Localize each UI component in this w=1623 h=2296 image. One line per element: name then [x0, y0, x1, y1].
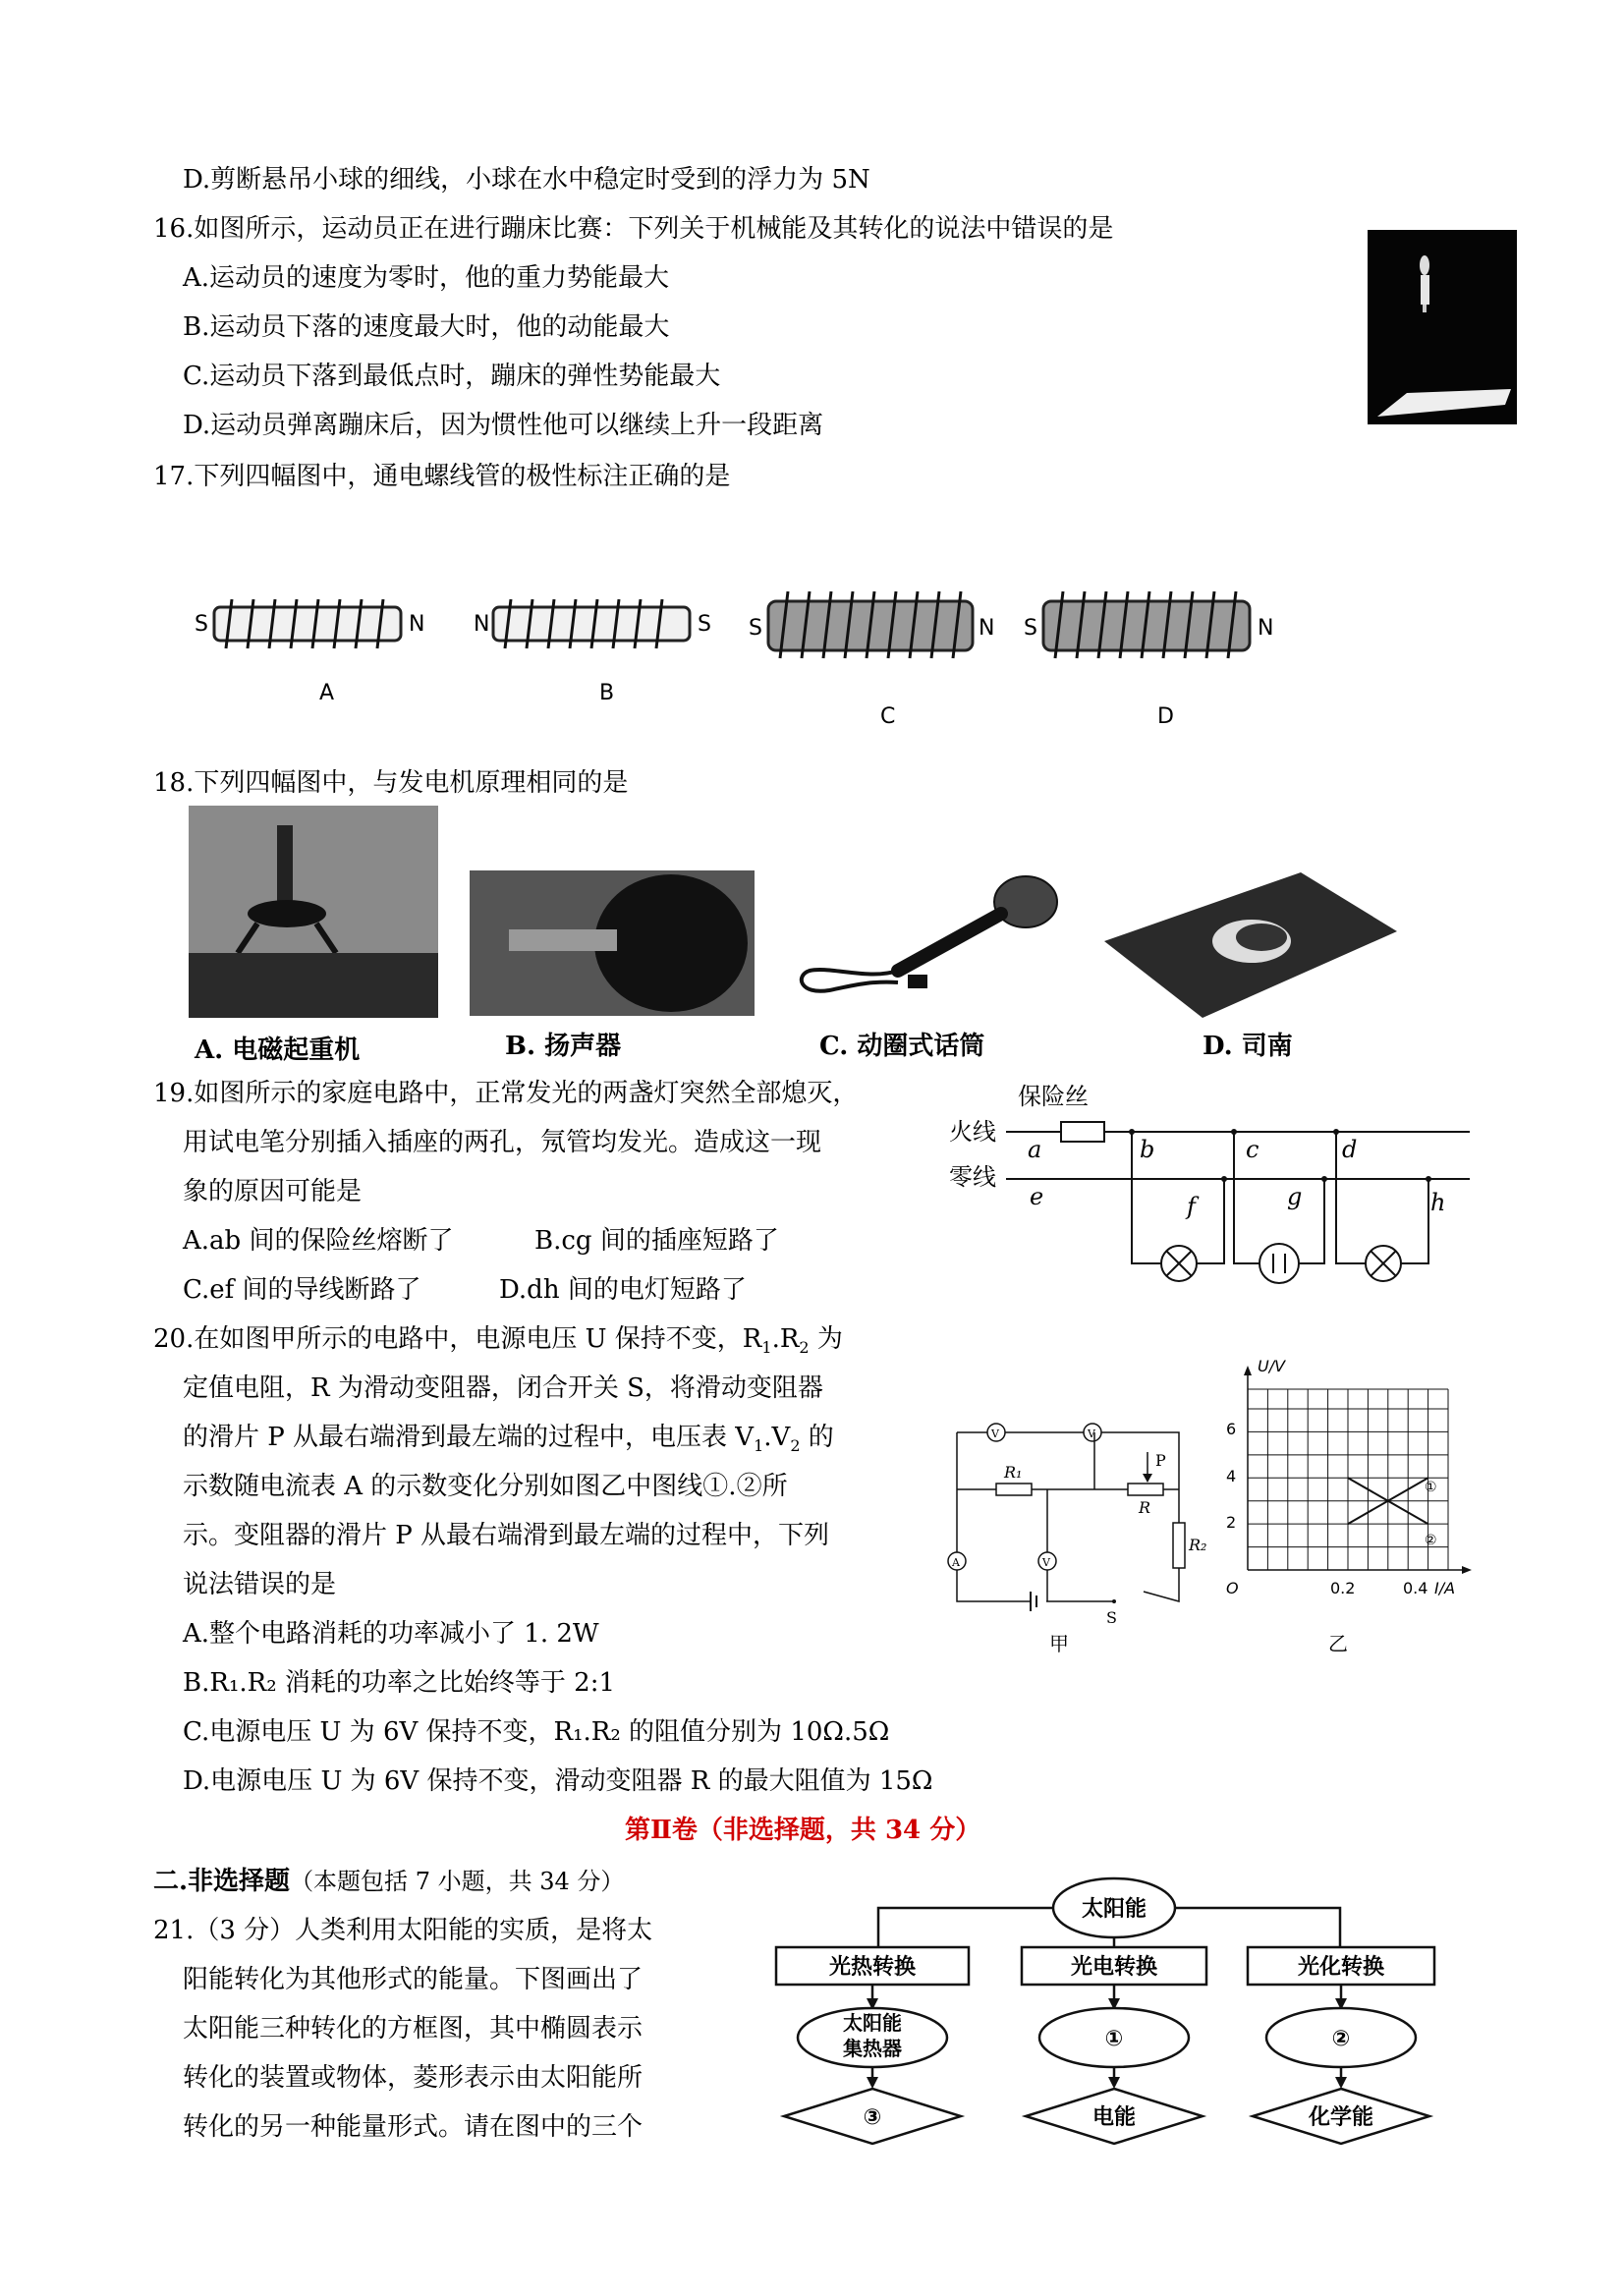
q19-option-c: C.ef 间的导线断路了: [183, 1275, 421, 1305]
q18-stem: 18.下列四幅图中，与发电机原理相同的是: [153, 768, 629, 798]
part2-title: 第Ⅱ卷（非选择题，共 34 分）: [625, 1816, 981, 1845]
solenoid-a-label: A: [319, 681, 335, 705]
neutral-wire-label: 零线: [949, 1163, 996, 1191]
diagram-box-light-electric: 光电转换: [1070, 1955, 1158, 1980]
q16-option-a: A.运动员的速度为零时，他的重力势能最大: [183, 263, 670, 293]
q20-option-a: A.整个电路消耗的功率减小了 1. 2W: [183, 1619, 599, 1649]
point-f: f: [1187, 1193, 1196, 1220]
q19-line1: 19.如图所示的家庭电路中，正常发光的两盏灯突然全部熄灭，: [153, 1079, 859, 1108]
point-b: b: [1140, 1136, 1155, 1163]
graph-line1-label: ①: [1425, 1480, 1437, 1495]
part2-section-title: 二.非选择题: [153, 1867, 291, 1896]
q20-fig-jia-label: 甲: [1049, 1632, 1069, 1655]
q20-line1: [153, 1322, 843, 1365]
microphone-drawing: [790, 872, 1065, 1000]
part2-section: [153, 1865, 624, 1898]
q19-option-a: A.ab 间的保险丝熔断了: [183, 1226, 454, 1256]
q20-line1-sub2: 2: [799, 1338, 810, 1358]
q20-fig-yi-label: 乙: [1328, 1632, 1348, 1655]
diagram-box-light-heat: 光热转换: [828, 1955, 917, 1980]
q20-option-d: D.电源电压 U 为 6V 保持不变，滑动变阻器 R 的最大阻值为 15Ω: [183, 1766, 933, 1796]
q20-line3: [183, 1421, 834, 1463]
q15-option-d: D.剪断悬吊小球的细线，小球在水中稳定时受到的浮力为 5N: [183, 165, 870, 195]
graph-ytick-6: 6: [1226, 1420, 1237, 1438]
graph-xlabel: I/A: [1434, 1579, 1456, 1596]
q20-line3-c: .V: [763, 1423, 791, 1452]
diagram-diamond-3: ③: [863, 2105, 882, 2130]
q20-option-c: C.电源电压 U 为 6V 保持不变，R₁.R₂ 的阻值分别为 10Ω.5Ω: [183, 1717, 890, 1747]
diagram-ellipse-2: ②: [1331, 2027, 1351, 2051]
q20-line3-sub2: 2: [790, 1436, 801, 1456]
diagram-diamond-electric: 电能: [1091, 2105, 1137, 2130]
q20-line1-e: 为: [809, 1324, 843, 1354]
solenoid-d-label: D: [1157, 704, 1174, 729]
q18-caption-b: B. 扬声器: [505, 1032, 622, 1061]
q20-line4: 示数随电流表 A 的示数变化分别如图乙中图线①.②所: [183, 1472, 788, 1501]
diagram-ellipse-1: ①: [1104, 2027, 1124, 2051]
solenoid-a-right-pole: N: [409, 612, 425, 637]
solenoid-b-left-pole: N: [474, 612, 490, 637]
point-c: c: [1246, 1136, 1259, 1163]
circuit-r2-label: R₂: [1189, 1536, 1207, 1554]
q18-caption-a: A. 电磁起重机: [195, 1036, 361, 1065]
q20-line3-sub1: 1: [754, 1436, 764, 1456]
solenoid-c-left-pole: S: [749, 616, 762, 641]
graph-ylabel: U/V: [1258, 1360, 1286, 1375]
graph-line2-label: ②: [1425, 1533, 1437, 1548]
q20-line6: 说法错误的是: [183, 1570, 337, 1599]
graph-ytick-2: 2: [1226, 1513, 1237, 1532]
solenoid-b-label: B: [599, 681, 615, 705]
solenoid-d-left-pole: S: [1024, 616, 1037, 641]
q20-line5: 示。变阻器的滑片 P 从最右端滑到最左端的过程中，下列: [183, 1521, 830, 1550]
solenoid-a-left-pole: S: [195, 612, 208, 637]
diagram-diamond-chemical: 化学能: [1308, 2105, 1374, 2130]
svg-text:V: V: [991, 1428, 999, 1440]
diagram-ellipse-collector-line1: 太阳能: [843, 2011, 902, 2035]
q20-line3-a: 的滑片 P 从最右端滑到最左端的过程中，电压表 V: [183, 1423, 755, 1452]
q19-option-b: B.cg 间的插座短路了: [534, 1226, 779, 1256]
point-a: a: [1028, 1136, 1042, 1163]
q16-stem: 16.如图所示，运动员正在进行蹦床比赛：下列关于机械能及其转化的说法中错误的是: [153, 214, 1114, 244]
solar-energy-diagram: [760, 1867, 1487, 2152]
solenoid-d: [1024, 591, 1273, 729]
solenoid-d-right-pole: N: [1258, 616, 1274, 641]
graph-xtick-02: 0.2: [1330, 1579, 1356, 1596]
speaker-photo: [470, 870, 755, 1016]
solenoid-b: [474, 599, 711, 705]
point-h: h: [1430, 1189, 1446, 1216]
q20-line3-e: 的: [800, 1423, 834, 1452]
point-g: g: [1287, 1183, 1303, 1210]
q19-line2: 用试电笔分别插入插座的两孔，氖管均发光。造成这一现: [183, 1128, 822, 1157]
diagram-ellipse-collector-line2: 集热器: [843, 2037, 902, 2060]
circuit-p-label: P: [1155, 1451, 1166, 1470]
diagram-top-solar: 太阳能: [1081, 1897, 1147, 1922]
q17-stem: 17.下列四幅图中，通电螺线管的极性标注正确的是: [153, 462, 731, 491]
solenoid-b-right-pole: S: [698, 612, 711, 637]
svg-text:V: V: [1088, 1428, 1095, 1440]
circuit-ammeter-label: A: [952, 1556, 960, 1569]
graph-origin: O: [1226, 1579, 1239, 1596]
q20-line1-c: .R: [771, 1324, 800, 1354]
svg-text:V: V: [1042, 1556, 1050, 1569]
fuse-label: 保险丝: [1018, 1083, 1089, 1110]
q19-line3: 象的原因可能是: [183, 1177, 363, 1206]
q21-line4: 转化的装置或物体，菱形表示由太阳能所: [183, 2063, 644, 2093]
q21-line5: 转化的另一种能量形式。请在图中的三个: [183, 2112, 644, 2142]
live-wire-label: 火线: [949, 1118, 996, 1146]
part2-section-note: （本题包括 7 小题，共 34 分）: [290, 1868, 625, 1895]
q20-line2: 定值电阻，R 为滑动变阻器，闭合开关 S，将滑动变阻器: [183, 1373, 823, 1403]
compass-photo: [1104, 872, 1397, 1018]
circuit-r1-label: R₁: [1004, 1463, 1023, 1482]
solenoid-c-right-pole: N: [979, 616, 995, 641]
trampoline-photo: [1368, 230, 1517, 424]
graph-xtick-04: 0.4: [1403, 1579, 1428, 1596]
q16-option-b: B.运动员下落的速度最大时，他的动能最大: [183, 312, 670, 342]
solenoid-a: [195, 599, 424, 705]
q21-line3: 太阳能三种转化的方框图，其中椭圆表示: [183, 2014, 644, 2044]
graph-ytick-4: 4: [1226, 1467, 1237, 1485]
crane-photo: [189, 806, 438, 1018]
circuit-r-label: R: [1139, 1498, 1151, 1517]
q20-circuit-jia: [937, 1405, 1252, 1631]
solenoid-c: [749, 591, 994, 729]
household-circuit-diagram: [939, 1077, 1480, 1293]
point-e: e: [1030, 1183, 1044, 1210]
q20-option-b: B.R₁.R₂ 消耗的功率之比始终等于 2:1: [183, 1668, 616, 1698]
circuit-switch-label: S: [1106, 1608, 1117, 1627]
q16-option-d: D.运动员弹离蹦床后，因为惯性他可以继续上升一段距离: [183, 411, 824, 440]
q20-graph-yi: [1224, 1360, 1489, 1596]
q21-line1: 21.（3 分）人类利用太阳能的实质，是将太: [153, 1916, 653, 1945]
q20-line1-sub1: 1: [761, 1338, 772, 1358]
diagram-box-light-chemical: 光化转换: [1297, 1955, 1385, 1980]
q21-line2: 阳能转化为其他形式的能量。下图画出了: [183, 1965, 644, 1994]
q19-option-d: D.dh 间的电灯短路了: [499, 1275, 747, 1305]
q18-caption-d: D. 司南: [1203, 1032, 1293, 1061]
q17-solenoid-figures: [187, 580, 1307, 737]
solenoid-c-label: C: [880, 704, 896, 729]
point-d: d: [1342, 1136, 1358, 1163]
q18-caption-c: C. 动圈式话筒: [819, 1032, 985, 1061]
q16-option-c: C.运动员下落到最低点时，蹦床的弹性势能最大: [183, 362, 721, 391]
q20-line1-a: 20.在如图甲所示的电路中，电源电压 U 保持不变，R: [153, 1324, 762, 1354]
